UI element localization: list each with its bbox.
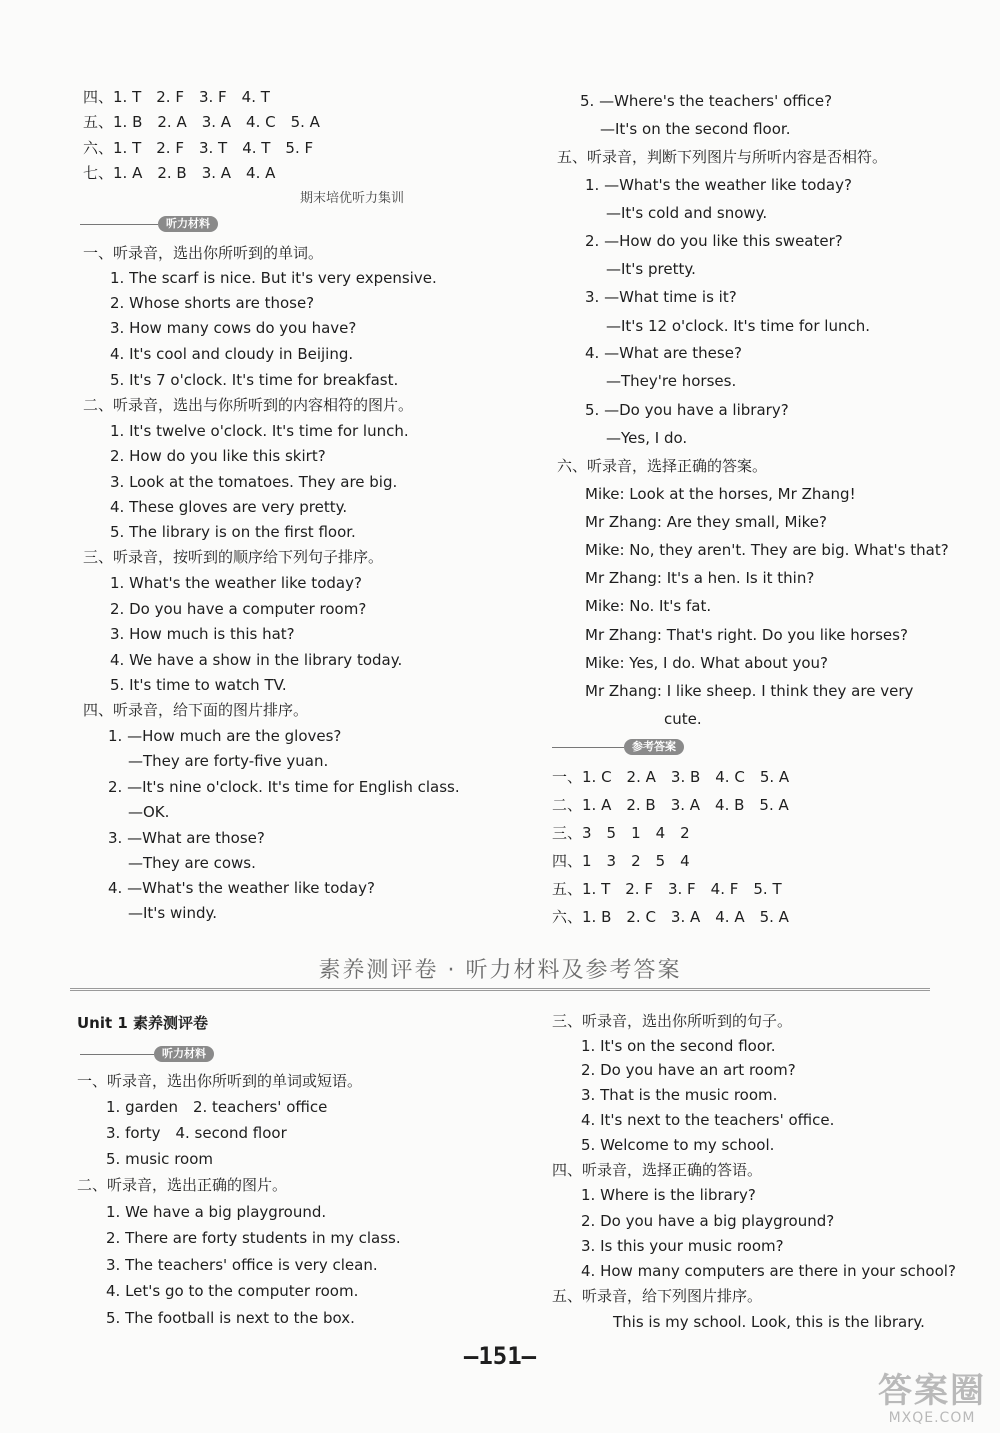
text-line: —It's on the second floor.	[600, 120, 791, 138]
text-line: 1. —What's the weather like today?	[585, 176, 852, 194]
subheading: 期末培优听力集训	[300, 191, 405, 206]
text-line: 3. forty 4. second floor	[106, 1124, 287, 1142]
question-heading: 三、听录音，按听到的顺序给下列句子排序。	[83, 548, 384, 566]
text-line: 3. Is this your music room?	[581, 1237, 784, 1255]
text-line: 1. Where is the library?	[581, 1186, 756, 1204]
text-line: 2. Whose shorts are those?	[110, 294, 315, 312]
watermark-logo: 答案圈	[878, 1371, 986, 1411]
text-line: —It's windy.	[128, 904, 217, 922]
watermark-site: MXQE.COM	[888, 1410, 976, 1426]
title-rule	[70, 988, 930, 991]
text-line: 3. —What are those?	[108, 829, 265, 847]
text-line: 1. It's twelve o'clock. It's time for lunch.	[110, 422, 409, 440]
question-heading: 六、听录音，选择正确的答案。	[557, 457, 768, 475]
text-line: —They are forty-five yuan.	[128, 752, 329, 770]
text-line: 3. The teachers' office is very clean.	[106, 1256, 378, 1274]
text-line: 4. Let's go to the computer room.	[106, 1282, 359, 1300]
answer-line: 五、1. B 2. A 3. A 4. C 5. A	[83, 113, 320, 131]
dialogue-line: Mr Zhang: It's a hen. Is it thin?	[585, 569, 815, 587]
dialogue-line: Mike: No. It's fat.	[585, 597, 712, 615]
text-line: 5. —Do you have a library?	[585, 401, 789, 419]
text-line: 5. The football is next to the box.	[106, 1309, 355, 1327]
text-line: 4. These gloves are very pretty.	[110, 498, 348, 516]
text-line: 4. We have a show in the library today.	[110, 651, 403, 669]
text-line: 2. —It's nine o'clock. It's time for English class.	[108, 778, 460, 796]
text-line: 1. —How much are the gloves?	[108, 727, 342, 745]
listening-material-tag: 听力材料	[158, 216, 218, 232]
text-line: 5. Welcome to my school.	[581, 1136, 775, 1154]
text-line: 1. What's the weather like today?	[110, 574, 362, 592]
question-heading: 二、听录音，选出正确的图片。	[77, 1176, 288, 1194]
text-line: —They're horses.	[606, 372, 737, 390]
listening-material-tag: 听力材料	[154, 1046, 214, 1062]
dialogue-line: Mike: Look at the horses, Mr Zhang!	[585, 485, 856, 503]
text-line: 2. How do you like this skirt?	[110, 447, 326, 465]
text-line: 5. It's time to watch TV.	[110, 676, 287, 694]
dialogue-line: Mr Zhang: That's right. Do you like horses?	[585, 626, 908, 644]
text-line: 2. Do you have a computer room?	[110, 600, 367, 618]
text-line: 1. It's on the second floor.	[581, 1037, 776, 1055]
divider	[80, 224, 158, 225]
dialogue-line: Mr Zhang: I like sheep. I think they are very	[585, 682, 914, 700]
question-heading: 四、听录音，选择正确的答语。	[552, 1161, 763, 1179]
text-line: —It's cold and snowy.	[606, 204, 768, 222]
dialogue-line: Mike: Yes, I do. What about you?	[585, 654, 828, 672]
dialogue-line: Mike: No, they aren't. They are big. What's that?	[585, 541, 949, 559]
divider	[552, 747, 624, 748]
answer-line: 三、3 5 1 4 2	[552, 824, 690, 842]
text-line: 5. The library is on the first floor.	[110, 523, 356, 541]
text-line: —Yes, I do.	[606, 429, 688, 447]
text-line: 5. It's 7 o'clock. It's time for breakfast.	[110, 371, 399, 389]
text-line: 3. How many cows do you have?	[110, 319, 357, 337]
question-heading: 四、听录音，给下面的图片排序。	[83, 701, 309, 719]
text-line: 2. There are forty students in my class.	[106, 1229, 401, 1247]
text-line: 4. —What's the weather like today?	[108, 879, 375, 897]
answer-line: 五、1. T 2. F 3. F 4. F 5. T	[552, 880, 782, 898]
answer-line: 六、1. T 2. F 3. T 4. T 5. F	[83, 139, 314, 157]
text-line: 1. garden 2. teachers' office	[106, 1098, 328, 1116]
answers-tag: 参考答案	[624, 739, 684, 755]
question-heading: 五、听录音，给下列图片排序。	[552, 1287, 763, 1305]
watermark	[878, 1372, 986, 1426]
question-heading: 二、听录音，选出与你所听到的内容相符的图片。	[83, 396, 414, 414]
text-line: 4. It's cool and cloudy in Beijing.	[110, 345, 354, 363]
text-line: 4. —What are these?	[585, 344, 742, 362]
dialogue-line: Mr Zhang: Are they small, Mike?	[585, 513, 827, 531]
answer-line: 四、1. T 2. F 3. F 4. T	[83, 88, 270, 106]
question-heading: 一、听录音，选出你所听到的单词。	[83, 244, 324, 262]
text-line: —It's 12 o'clock. It's time for lunch.	[606, 317, 870, 335]
text-line: 2. —How do you like this sweater?	[585, 232, 843, 250]
divider	[80, 1054, 154, 1055]
answer-line: 一、1. C 2. A 3. B 4. C 5. A	[552, 768, 790, 786]
text-line: 1. We have a big playground.	[106, 1203, 327, 1221]
question-heading: 五、听录音，判断下列图片与所听内容是否相符。	[557, 148, 888, 166]
text-line: 3. How much is this hat?	[110, 625, 295, 643]
text-line: 3. Look at the tomatoes. They are big.	[110, 473, 398, 491]
question-heading: 一、听录音，选出你所听到的单词或短语。	[77, 1072, 363, 1090]
text-line: This is my school. Look, this is the library.	[613, 1313, 925, 1331]
text-line: —It's pretty.	[606, 260, 696, 278]
section-title: 素养测评卷 · 听力材料及参考答案	[318, 958, 682, 983]
text-line: 2. Do you have a big playground?	[581, 1212, 835, 1230]
text-line: 4. It's next to the teachers' office.	[581, 1111, 835, 1129]
text-line: 5. —Where's the teachers' office?	[580, 92, 833, 110]
text-line: 3. That is the music room.	[581, 1086, 778, 1104]
text-line: —They are cows.	[128, 854, 256, 872]
text-line: 4. How many computers are there in your school?	[581, 1262, 956, 1280]
unit-title: Unit 1 素养测评卷	[77, 1014, 209, 1032]
text-line: 1. The scarf is nice. But it's very expensive.	[110, 269, 437, 287]
question-heading: 三、听录音，选出你所听到的句子。	[552, 1012, 793, 1030]
text-line: 2. Do you have an art room?	[581, 1061, 796, 1079]
page-number: —151—	[463, 1342, 537, 1370]
answer-line: 六、1. B 2. C 3. A 4. A 5. A	[552, 908, 789, 926]
text-line: —OK.	[128, 803, 170, 821]
dialogue-line: cute.	[664, 710, 702, 728]
answer-line: 二、1. A 2. B 3. A 4. B 5. A	[552, 796, 789, 814]
answer-line: 七、1. A 2. B 3. A 4. A	[83, 164, 276, 182]
answer-line: 四、1 3 2 5 4	[552, 852, 690, 870]
text-line: 3. —What time is it?	[585, 288, 737, 306]
text-line: 5. music room	[106, 1150, 213, 1168]
